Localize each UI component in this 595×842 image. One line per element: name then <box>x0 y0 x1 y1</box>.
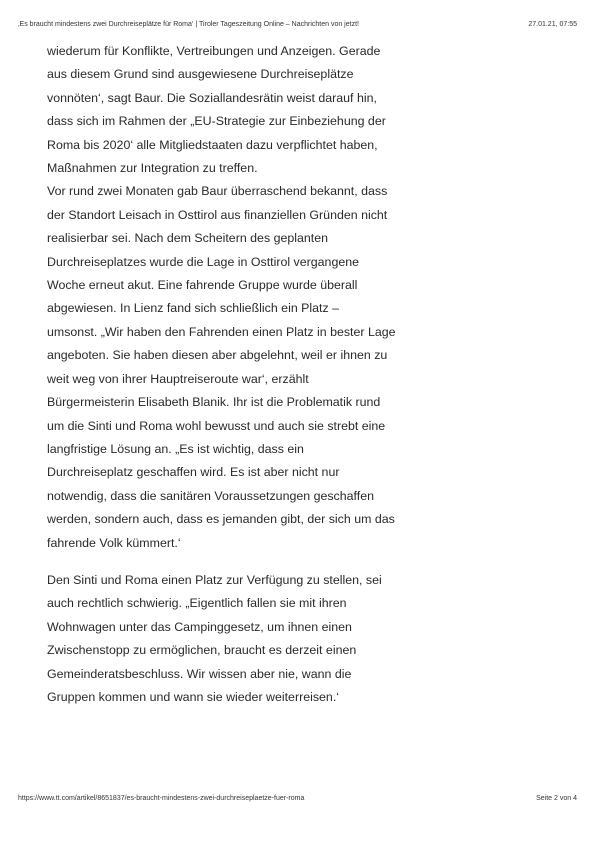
text-line: Wohnwagen unter das Campinggesetz, um ihnen einen <box>47 619 352 634</box>
text-line: Durchreiseplatzes wurde die Lage in Osttirol vergangene <box>47 254 360 269</box>
text-line: weit weg von ihrer Hauptreiseroute war‘, erzählt <box>47 371 309 386</box>
text-line: fahrende Volk kümmert.‘ <box>47 535 181 550</box>
text-line: realisierbar sei. Nach dem Scheitern des geplanten <box>47 231 329 246</box>
text-line: Woche erneut akut. Eine fahrende Gruppe wurde überall <box>47 278 358 293</box>
text-line: Gruppen kommen und wann sie wieder weiterreisen.‘ <box>47 689 340 704</box>
text-line: vonnöten‘, sagt Baur. Die Soziallandesrätin weist darauf hin, <box>47 90 377 105</box>
text-line: abgewiesen. In Lienz fand sich schließlich ein Platz – <box>47 301 340 316</box>
article-paragraph-2 <box>47 180 407 555</box>
article-body <box>47 40 407 709</box>
text-line: aus diesem Grund sind ausgewiesene Durchreiseplätze <box>47 67 354 82</box>
page-url[interactable]: https://www.tt.com/artikel/8651837/es-braucht-mindestens-zwei-durchreiseplaetze-fuer-roma <box>18 794 305 802</box>
article-paragraph-3 <box>47 569 407 709</box>
text-line: angeboten. Sie haben diesen aber abgelehnt, weil er ihnen zu <box>47 348 388 363</box>
text-line: Zwischenstopp zu ermöglichen, braucht es derzeit einen <box>47 643 357 658</box>
text-line: Vor rund zwei Monaten gab Baur überraschend bekannt, dass <box>47 184 388 199</box>
text-line: langfristige Lösung an. „Es ist wichtig, dass ein <box>47 441 304 456</box>
text-line: Den Sinti und Roma einen Platz zur Verfügung zu stellen, sei <box>47 572 382 587</box>
page-title: ‚Es braucht mindestens zwei Durchreiseplätze für Roma‘ | Tiroler Tageszeitung Online – Nachrichten von jetzt! <box>18 20 359 28</box>
article-paragraph-1 <box>47 40 407 180</box>
text-line: wiederum für Konflikte, Vertreibungen und Anzeigen. Gerade <box>47 44 381 58</box>
text-line: auch rechtlich schwierig. „Eigentlich fallen sie mit ihren <box>47 596 347 611</box>
text-line: Roma bis 2020‘ alle Mitgliedstaaten dazu verpflichtet haben, <box>47 137 378 152</box>
text-line: Maßnahmen zur Integration zu treffen. <box>47 161 258 176</box>
text-line: umsonst. „Wir haben den Fahrenden einen Platz in bester Lage <box>47 324 396 339</box>
text-line: Durchreiseplatz geschaffen wird. Es ist aber nicht nur <box>47 465 340 480</box>
text-line: dass sich im Rahmen der „EU-Strategie zur Einbeziehung der <box>47 114 386 129</box>
page-number: Seite 2 von 4 <box>536 794 577 802</box>
text-line: der Standort Leisach in Osttirol aus finanziellen Gründen nicht <box>47 207 388 222</box>
print-footer <box>18 792 577 804</box>
print-datetime: 27.01.21, 07:55 <box>528 20 577 28</box>
text-line: Gemeinderatsbeschluss. Wir wissen aber nie, wann die <box>47 666 352 681</box>
text-line: um die Sinti und Roma wohl bewusst und auch sie strebt eine <box>47 418 386 433</box>
text-line: Bürgermeisterin Elisabeth Blanik. Ihr ist die Problematik rund <box>47 395 381 410</box>
text-line: werden, sondern auch, dass es jemanden gibt, der sich um das <box>47 512 395 527</box>
print-header <box>18 18 577 30</box>
text-line: notwendig, dass die sanitären Voraussetzungen geschaffen <box>47 488 374 503</box>
